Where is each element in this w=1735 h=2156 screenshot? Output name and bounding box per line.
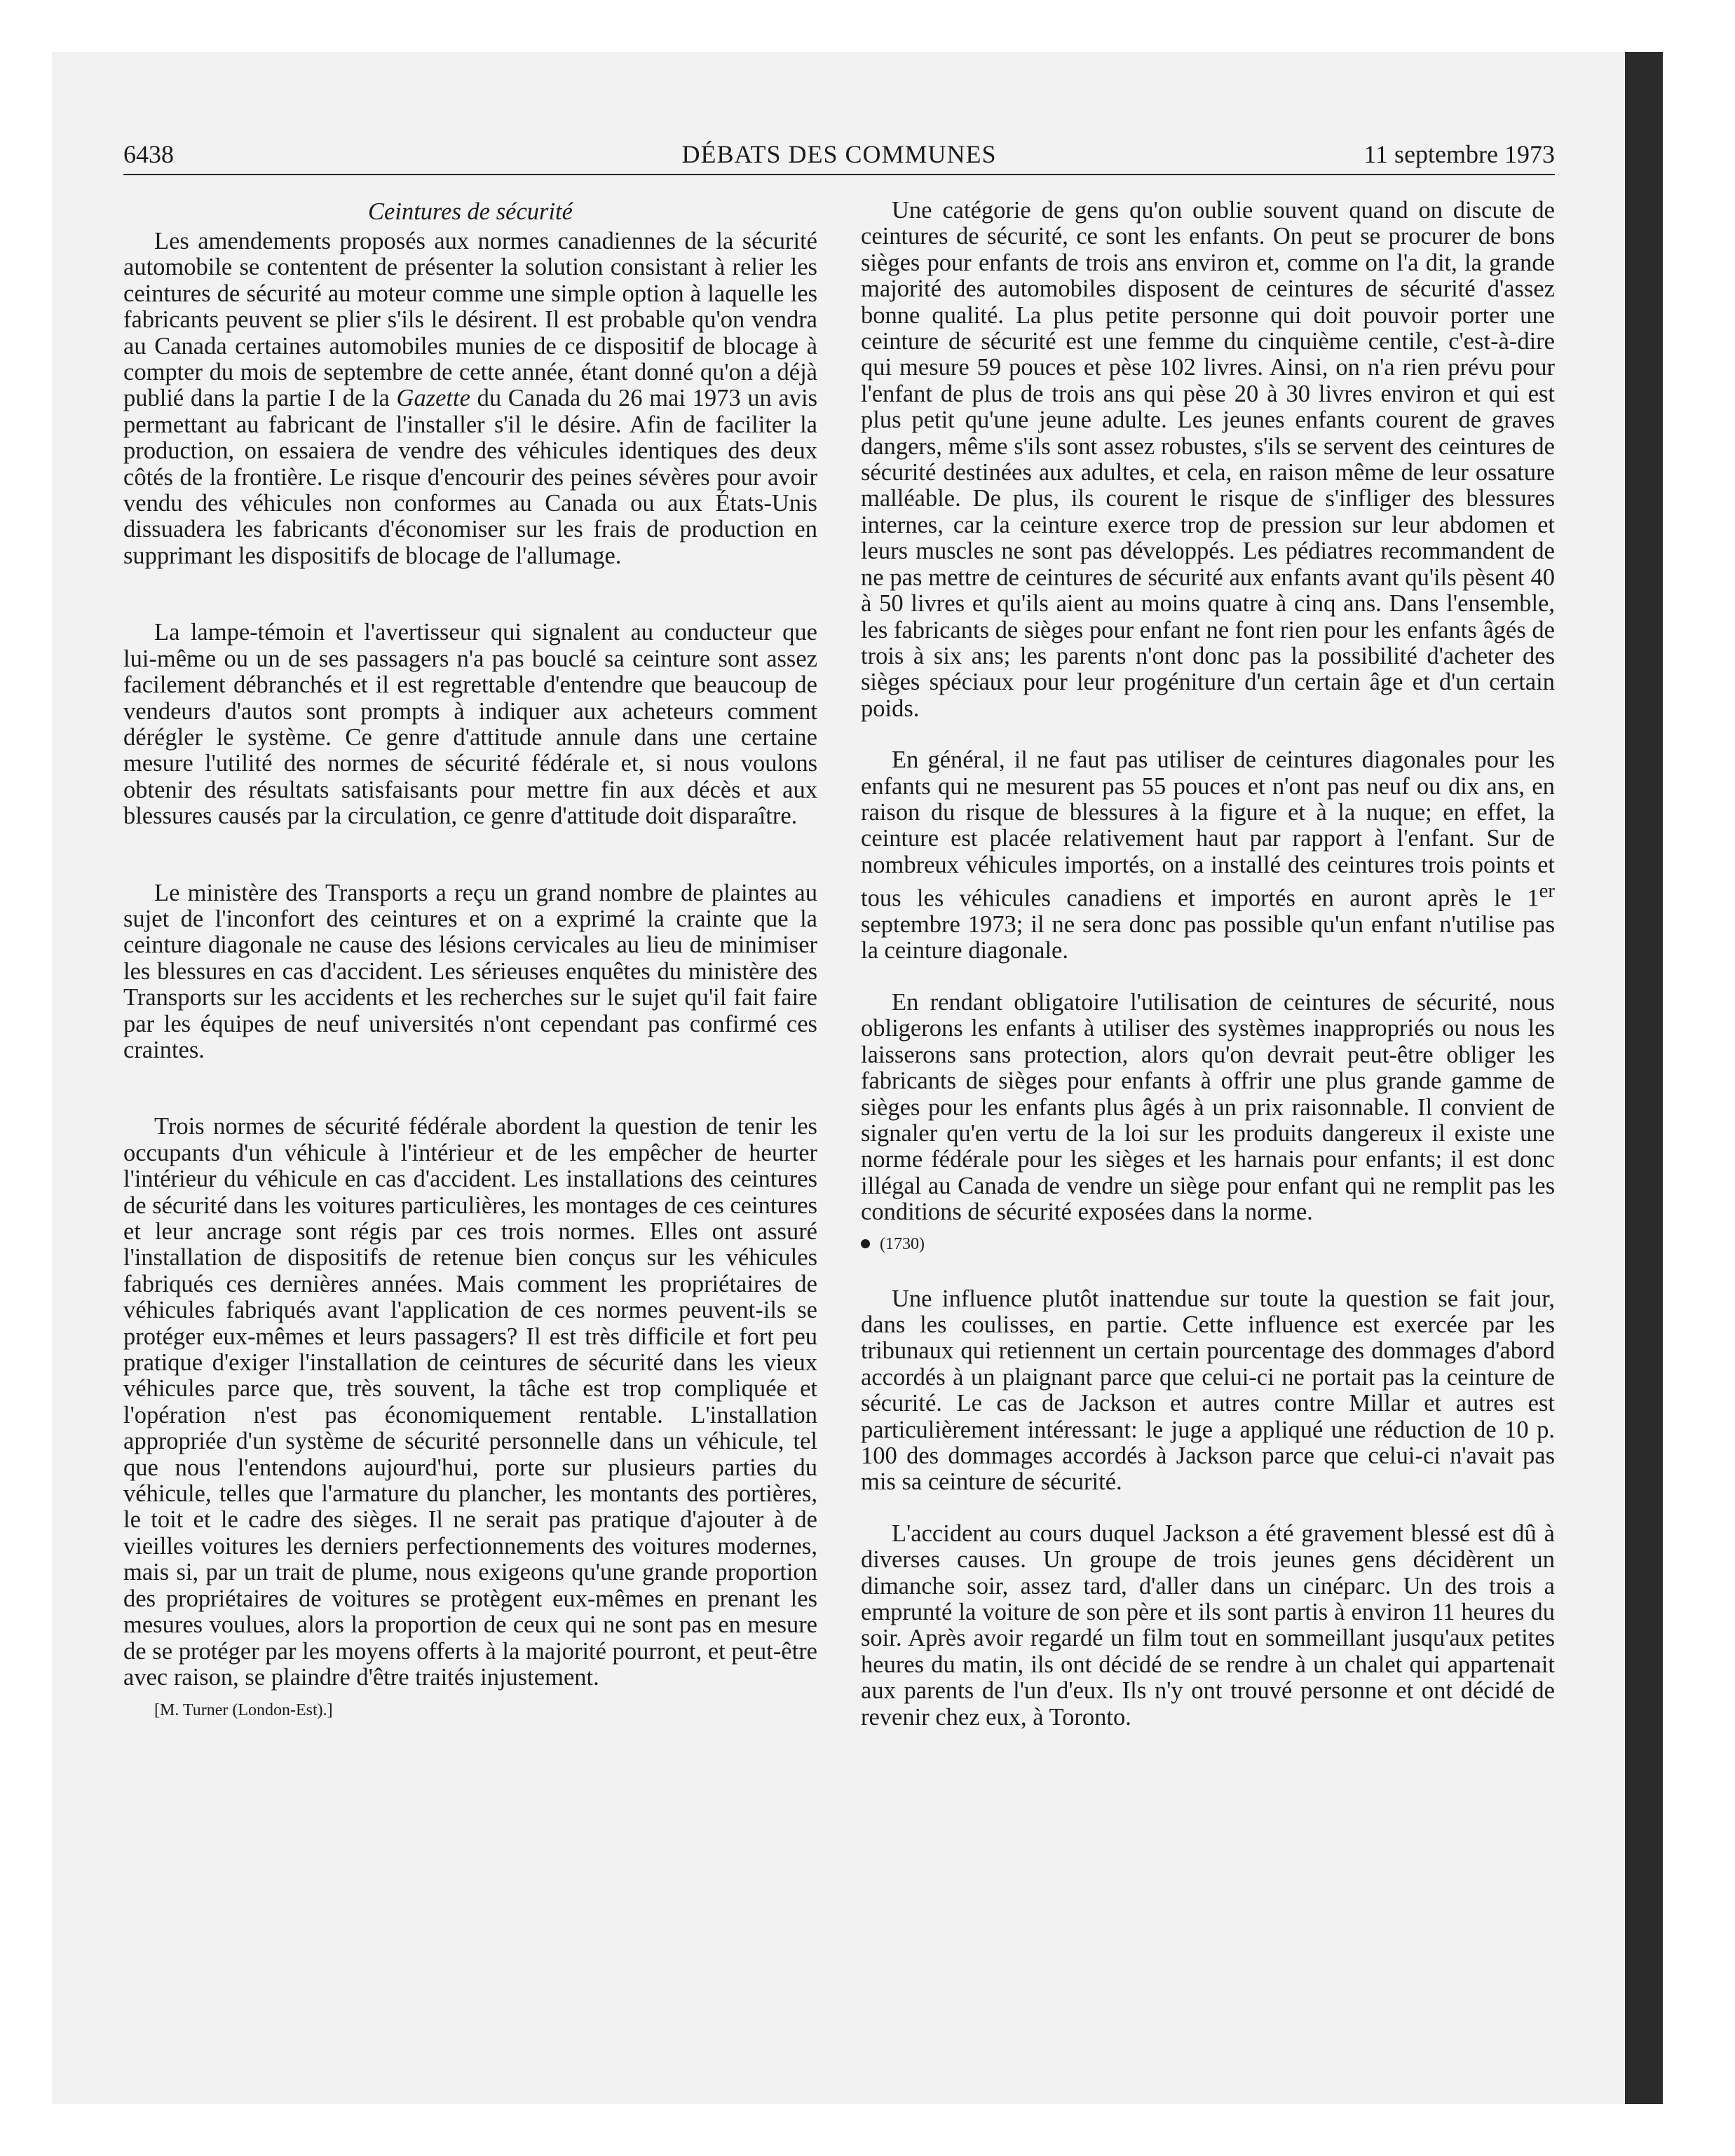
binding-edge xyxy=(1625,52,1663,2104)
paragraph: L'accident au cours duquel Jackson a été gravement blessé est dû à diverses causes. Un groupe de trois jeunes gens décidèrent un dimanche soir, assez tard, d'aller dans un cinéparc. Un des trois a emprunté la voiture de son père et ils sont partis à environ 11 heures du soir. Après avoir regardé un film tout en sommeillant jusqu'aux petites heures du matin, ils ont décidé de se rendre à un chalet qui appartenait aux parents de l'un d'eux. Ils n'y ont trouvé personne et ont décidé de revenir chez eux, à Toronto. xyxy=(861,1520,1555,1731)
speaker-attribution: [M. Turner (London-Est).] xyxy=(154,1701,333,1720)
section-title: Ceintures de sécurité xyxy=(368,198,573,225)
time-marker xyxy=(861,1230,1555,1258)
italic-text: Gazette xyxy=(396,385,470,412)
paragraph: Les amendements proposés aux normes canadiennes de la sécurité automobile se contentent de présenter la solution consistant à relier les ceintures de sécurité au moteur comme une simple option à laquelle les fabricants peuvent se plier s'ils le désirent. Il est probable qu'on vendra au Canada certaines automobiles munies de ce dispositif de blocage à compter du mois de septembre de cette année, étant donné qu'on a déjà publié dans la partie I de la Gazette du Canada du 26 mai 1973 un avis permettant au fabricant de l'installer s'il le désire. Afin de faciliter la production, on essaiera de vendre des véhicules identiques des deux côtés de la frontière. Le risque d'encourir des peines sévères pour avoir vendu des véhicules non conformes au Canada ou aux États-Unis dissuadera les fabricants d'économiser sur les frais de production en supprimant les dispositifs de blocage de l'allumage. xyxy=(123,228,818,569)
header-rule xyxy=(123,174,1555,175)
paragraph: En général, il ne faut pas utiliser de ceintures diagonales pour les enfants qui ne mesurent pas 55 pouces et n'ont pas neuf ou dix ans, en raison du risque de blessures à la figure et à la nuque; en effet, la ceinture est placée relativement haut par rapport à l'enfant. Sur de nombreux véhicules importés, on a installé des ceintures trois points et tous les véhicules canadiens et importés en auront après le 1er septembre 1973; il ne sera donc pas possible qu'un enfant n'utilise pas la ceinture diagonale. xyxy=(861,746,1555,964)
header-date: 11 septembre 1973 xyxy=(1363,140,1555,168)
bullet-icon xyxy=(861,1239,870,1248)
right-column xyxy=(861,198,1555,1731)
paragraph: La lampe-témoin et l'avertisseur qui signalent au conducteur que lui-même ou un de ses passagers n'a pas bouclé sa ceinture sont assez facilement débranchés et il est regrettable d'entendre que beaucoup de vendeurs d'autos sont prompts à indiquer aux acheteurs comment dérégler le système. Ce genre d'attitude annule dans une certaine mesure l'utilité des normes de sécurité fédérale et, si nous voulons obtenir des résultats satisfaisants pour mettre fin aux décès et aux blessures causés par la circulation, ce genre d'attitude doit disparaître. xyxy=(123,619,817,830)
time-stamp: (1730) xyxy=(880,1234,925,1253)
paragraph: Une catégorie de gens qu'on oublie souvent quand on discute de ceintures de sécurité, ce sont les enfants. On peut se procurer de bons sièges pour enfants de trois ans environ et, comme on l'a dit, la grande majorité des automobiles disposent de ceintures de sécurité d'assez bonne qualité. La plus petite personne qui doit pouvoir porter une ceinture de sécurité est une femme du cinquième centile, c'est-à-dire qui mesure 59 pouces et pèse 102 livres. Ainsi, on n'a rien prévu pour l'enfant de plus de trois ans qui pèse 20 à 30 livres environ et qui est plus petit qu'une jeune adulte. Les jeunes enfants courent de graves dangers, même s'ils sont assez robustes, s'ils se servent des ceintures de sécurité destinées aux adultes, et cela, en raison même de leur ossature malléable. De plus, ils courent le risque de s'infliger des blessures internes, car la ceinture exerce trop de pression sur leur abdomen et leurs muscles ne sont pas développés. Les pédiatres recommandent de ne pas mettre de ceintures de sécurité aux enfants avant qu'ils pèsent 40 à 50 livres et qu'ils aient au moins quatre à cinq ans. Dans l'ensemble, les fabricants de sièges pour enfant ne font rien pour les enfants âgés de trois à six ans; les parents n'ont donc pas la possibilité d'acheter des sièges spéciaux pour leur progéniture d'un certain âge et d'un certain poids. xyxy=(861,197,1555,722)
left-column xyxy=(123,198,817,1724)
page-number: 6438 xyxy=(123,140,174,168)
superscript: er xyxy=(1539,880,1555,903)
paragraph: Une influence plutôt inattendue sur toute la question se fait jour, dans les coulisses, en partie. Cette influence est exercée par les tribunaux qui retiennent un certain pourcentage des dommages d'abord accordés à un plaignant parce que celui-ci ne portait pas la ceinture de sécurité. Le cas de Jackson et autres contre Millar et autres est particulièrement intéressant: le juge a appliqué une réduction de 10 p. 100 des dommages accordés à Jackson parce que celui-ci n'avait pas mis sa ceinture de sécurité. xyxy=(861,1285,1555,1496)
paragraph: En rendant obligatoire l'utilisation de ceintures de sécurité, nous obligerons les enfants à utiliser des systèmes inappropriés ou nous les laisserons sans protection, alors qu'on devrait peut-être obliger les fabricants de sièges pour enfants à offrir une plus grande gamme de sièges pour les enfants plus âgés à un prix raisonnable. Il convient de signaler qu'en vertu de la loi sur les produits dangereux il existe une norme fédérale pour les sièges et les harnais pour enfants; il est donc illégal au Canada de vendre un siège pour enfant qui ne remplit pas les conditions de sécurité exposées dans la norme. xyxy=(861,988,1555,1226)
paragraph: Trois normes de sécurité fédérale abordent la question de tenir les occupants d'un véhicule à l'intérieur et de les empêcher de heurter l'intérieur du véhicule en cas d'accident. Les installations des ceintures de sécurité dans les voitures particulières, les montages de ces ceintures et leur ancrage sont régis par ces trois normes. Elles ont assuré l'installation de dispositifs de retenue bien conçus sur les véhicules fabriqués ces dernières années. Mais comment les propriétaires de véhicules fabriqués avant l'application de ces normes peuvent-ils se protéger eux-mêmes et leurs passagers? Il est très difficile et fort peu pratique d'exiger l'installation de ceintures de sécurité dans les vieux véhicules parce que, très souvent, la tâche est trop compliquée et l'opération n'est pas économiquement rentable. L'installation appropriée d'un système de sécurité personnelle dans un véhicule, tel que nous l'entendons aujourd'hui, porte sur plusieurs parties du véhicule, telles que l'armature du plancher, les montants des portières, le toit et le cadre des sièges. Il ne serait pas pratique d'ajouter à de vieilles voitures les derniers perfectionnements des voitures modernes, mais si, par un trait de plume, nous exigeons qu'une grande proportion des propriétaires de voitures se protègent eux-mêmes en prenant les mesures voulues, alors la proportion de ceux qui ne sont pas en mesure de se protéger par les moyens offerts à la majorité pourront, et peut-être avec raison, se plaindre d'être traités injustement. xyxy=(123,1113,817,1691)
publication-title: DÉBATS DES COMMUNES xyxy=(681,140,997,168)
paragraph: Le ministère des Transports a reçu un grand nombre de plaintes au sujet de l'inconfort des ceintures et on a exprimé la crainte que la ceinture diagonale ne cause des lésions cervicales au lieu de minimiser les blessures en cas d'accident. Les sérieuses enquêtes du ministère des Transports sur les accidents et les recherches sur le sujet qu'il fait faire par les équipes de neuf universités n'ont cependant pas confirmé ces craintes. xyxy=(123,879,817,1063)
page-header xyxy=(123,137,1555,171)
